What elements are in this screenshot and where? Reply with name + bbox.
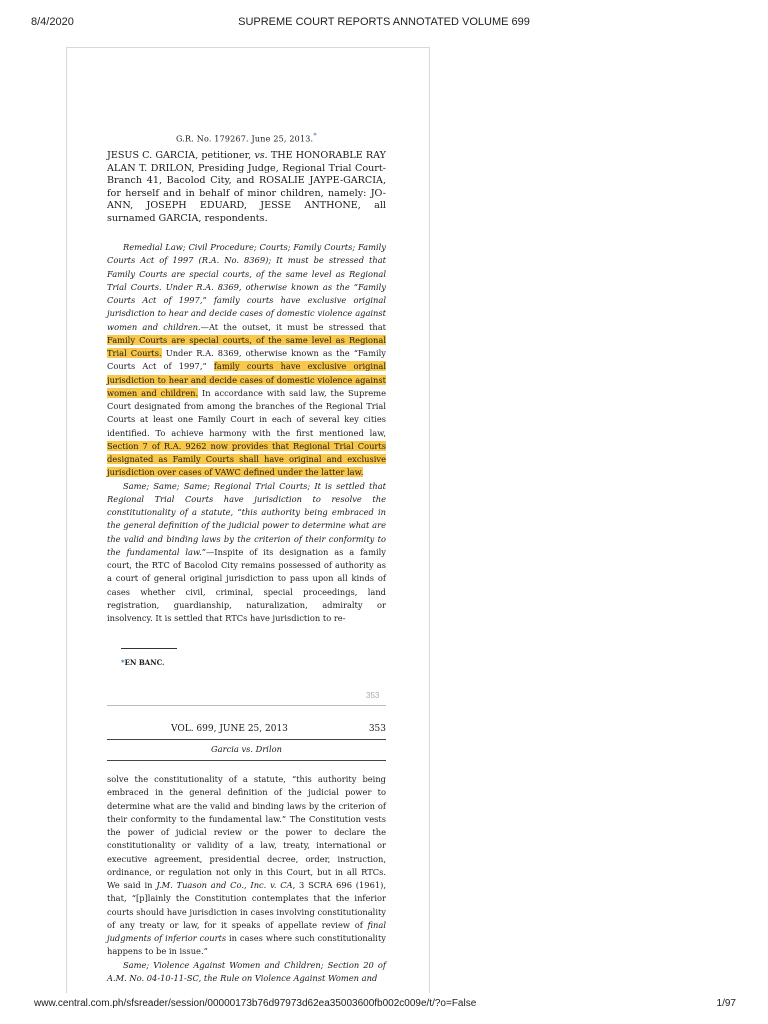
body-text: , 3 SCRA 696 (1961), that, “[p]lainly the Constitution contemplates that the inferior courts should have jurisdiction in cases involving constitutionality of any treaty or law, for it speaks of appellate review of bbox=[107, 880, 387, 930]
page-number: 353 bbox=[366, 691, 380, 700]
syllabus-text: In accordance with said law, the Supreme Court designated from among the branches of the Regional Trial Courts at least one Family Court in each of several key cities identified. To achieve harmony with the first mentioned law, bbox=[107, 387, 386, 438]
body-text: solve the constitutionality of a statute, “this authority being embraced in the general definition of the judicial power to determine what are the valid and binding laws by the criterion of their conformity to the fundamental law.” The Constitution vests the power of judicial review or the power to declare the constitutionality or validity of a law, treaty, international or executive agreement, presidential decree, order, instruction, ordinance, or regulation not only in this Court, but in all RTCs. We said in bbox=[107, 774, 386, 890]
footnote-divider bbox=[121, 648, 177, 649]
print-footer bbox=[0, 996, 768, 1014]
versus-text: vs. bbox=[254, 150, 268, 161]
print-page-count: 1/97 bbox=[716, 998, 736, 1009]
footnote-link[interactable]: * bbox=[313, 132, 317, 140]
running-head-volume: VOL. 699, JUNE 25, 2013 bbox=[171, 724, 288, 734]
syllabus-keywords-1: Remedial Law; Civil Procedure; Courts; Family Courts; Family Courts Act of 1997 (R.A. No. 8369); It must be stressed that Family Courts are special courts, of the same level as Regional Trial Courts. Under R.A. 8369, otherwise known as the “Family Courts Act of 1997,” family courts have exclusive original jurisdiction to hear and decide cases of domestic violence against women and children. bbox=[107, 242, 386, 332]
highlight: family courts have exclusive original jurisdiction to hear and decide cases of domestic violence against women and children. bbox=[107, 361, 387, 398]
case-citation: J.M. Tuason and Co., Inc. v. CA bbox=[156, 880, 293, 890]
syllabus-text: —Inspite of its designation as a family court, the RTC of Bacolod City remains possessed of authority as a court of general original jurisdiction to pass upon all kinds of cases whether civil, criminal, special proceedings, land registration, guardianship, naturalization, admiralty or insolvency. It is settled that RTCs have jurisdiction to re- bbox=[107, 546, 386, 623]
syllabus-paragraph-2 bbox=[107, 480, 386, 626]
syllabus-text: —At the outset, it must be stressed that bbox=[200, 321, 386, 332]
emphasis-text: final judgments of inferior courts bbox=[107, 919, 386, 943]
syllabus-keywords-2: Same; Same; Same; Regional Trial Courts; It is settled that Regional Trial Courts have jurisdiction to resolve the constitutionality of a statute, “this authority being embraced in the general definition of the judicial power to determine what are the valid and binding laws by the criterion of their conformity to the fundamental law.” bbox=[107, 480, 386, 557]
gr-number-text: G.R. No. 179267. June 25, 2013. bbox=[175, 134, 314, 144]
highlight: Family Courts are special courts, of the same level as Regional Trial Courts. bbox=[107, 334, 386, 358]
print-header bbox=[0, 12, 768, 30]
footnote-marker: * bbox=[121, 658, 125, 667]
print-title: SUPREME COURT REPORTS ANNOTATED VOLUME 699 bbox=[238, 16, 530, 28]
respondents-text: THE HONORABLE RAY ALAN T. DRILON, Presiding Judge, Regional Trial Court-Branch 41, Bacolod City, and ROSALIE JAYPE-GARCIA, for herself and in behalf of minor children, namely: JO-ANN, JOSEPH EDUARD, JESSE ANTHONE, all surnamed GARCIA, respondents. bbox=[107, 150, 386, 224]
print-date: 8/4/2020 bbox=[31, 16, 74, 28]
body-text: in cases where such constitutionality happens to be in issue.” bbox=[107, 933, 386, 957]
syllabus-paragraph-1 bbox=[107, 241, 386, 480]
continuation-text bbox=[107, 773, 386, 985]
gr-number bbox=[107, 132, 386, 144]
running-head-rule-top bbox=[107, 739, 386, 740]
footnote-text: EN BANC. bbox=[124, 658, 165, 667]
running-head-case-title: Garcia vs. Drilon bbox=[211, 744, 282, 754]
petitioner-text: JESUS C. GARCIA, petitioner, bbox=[107, 150, 255, 161]
syllabus bbox=[107, 241, 386, 625]
syllabus-text: Under R.A. 8369, otherwise known as the “Family Courts Act of 1997,” bbox=[107, 348, 386, 372]
print-url: www.central.com.ph/sfsreader/session/00000173b76d97973d62ea35003600fb002c009e/t/?o=False bbox=[34, 998, 477, 1009]
continuation-paragraph-2 bbox=[107, 959, 386, 986]
running-head-rule-bottom bbox=[107, 760, 386, 761]
highlight: Section 7 of R.A. 9262 now provides that Regional Trial Courts designated as Family Courts shall have original and exclusive jurisdiction over cases of VAWC defined under the latter law. bbox=[107, 440, 386, 478]
running-head-page: 353 bbox=[368, 724, 386, 734]
case-parties bbox=[107, 150, 386, 226]
continuation-paragraph-1 bbox=[107, 773, 386, 959]
page-break-divider bbox=[107, 705, 386, 706]
footnote bbox=[121, 658, 164, 667]
syllabus-keywords-3: Same; Violence Against Women and Children; Section 20 of A.M. No. 04-10-11-SC, the Rule on Violence Against Women and bbox=[107, 959, 386, 983]
